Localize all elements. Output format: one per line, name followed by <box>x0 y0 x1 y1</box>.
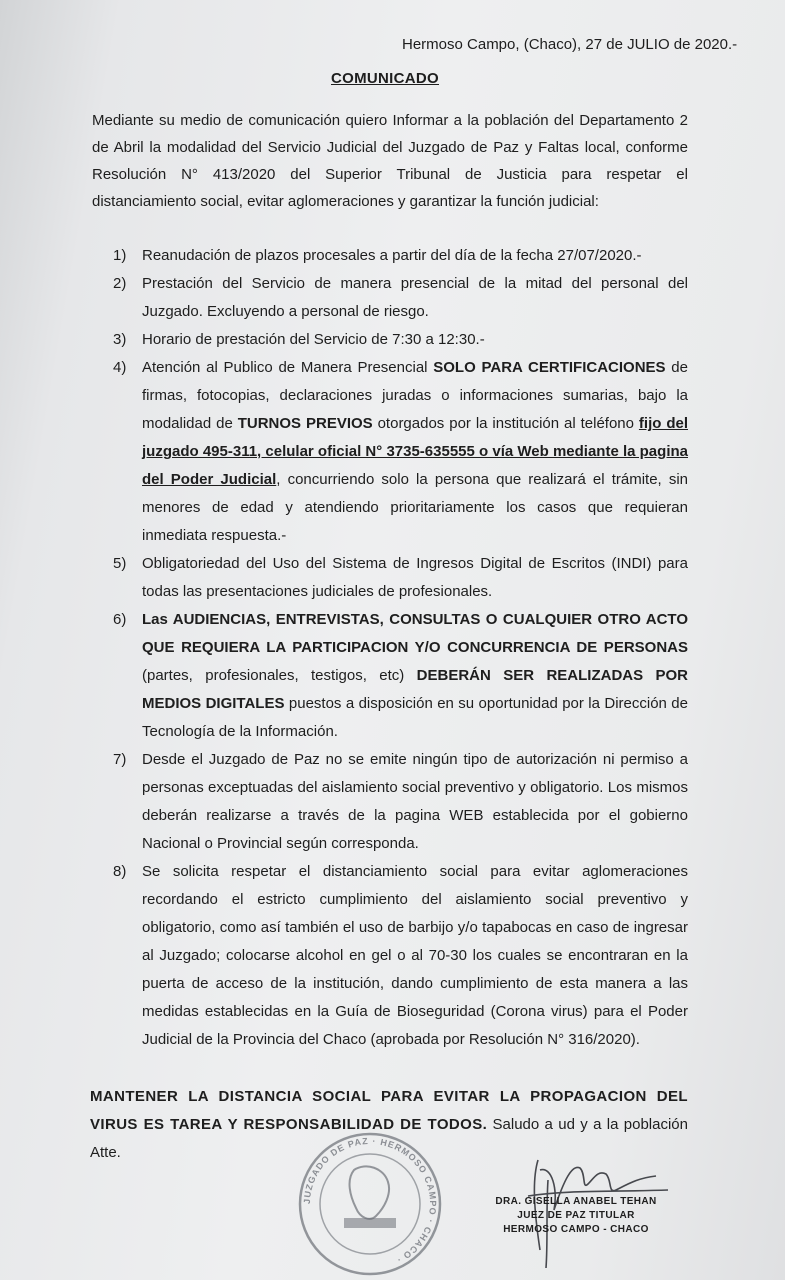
court-seal <box>296 1130 444 1278</box>
item-text-bold: SOLO PARA CERTIFICACIONES <box>433 359 666 376</box>
place-date: Hermoso Campo, (Chaco), 27 de JULIO de 2020.- <box>402 36 738 53</box>
list-item <box>113 606 688 746</box>
intro-paragraph: Mediante su medio de comunicación quiero Informar a la población del Departamento 2 de Abril la modalidad del Servicio Judicial del Juzgado de Paz y Faltas local, conforme Resolución N° 413/2020 del Superior Tribunal de Justicia para respetar el distanciamiento social, evitar aglomeraciones y garantizar la función judicial: <box>92 112 688 210</box>
item-text-part: otorgados por la institución al teléfono <box>372 415 639 432</box>
svg-text:JUZGADO DE PAZ · HERMOSO CAMPO: JUZGADO DE PAZ · HERMOSO CAMPO · CHACO · <box>301 1135 439 1266</box>
measures-list <box>113 242 688 1054</box>
list-item <box>113 242 688 270</box>
item-number: 6) <box>113 611 127 628</box>
list-item <box>113 354 688 550</box>
item-text-part: puestos a disposición en su oportunidad por la Dirección de Tecnología de la Información. <box>142 695 688 740</box>
item-text-bold: DEBERÁN SER REALIZADAS POR MEDIOS DIGITALES <box>142 667 688 712</box>
item-text-part: Atención al Publico de Manera Presencial <box>142 359 434 376</box>
item-text: Obligatoriedad del Uso del Sistema de Ingresos Digital de Escritos (INDI) para todas las presentaciones judiciales de profesionales. <box>142 555 688 600</box>
list-item <box>113 858 688 1054</box>
closing-bold: MANTENER LA DISTANCIA SOCIAL PARA EVITAR LA PROPAGACION DEL VIRUS ES TAREA Y RESPONSABILIDAD DE TODOS. <box>90 1088 688 1133</box>
item-number: 2) <box>113 275 127 292</box>
item-number: 7) <box>113 751 127 768</box>
page-title: COMUNICADO <box>331 70 439 87</box>
list-item <box>113 746 688 858</box>
item-text: Prestación del Servicio de manera presencial de la mitad del personal del Juzgado. Excluyendo a personal de riesgo. <box>142 275 688 320</box>
item-text-part: (partes, profesionales, testigos, etc) <box>142 667 417 684</box>
signer-name: DRA. GISELLA ANABEL TEHAN <box>495 1196 657 1207</box>
item-text: Se solicita respetar el distanciamiento social para evitar aglomeraciones recordando el estricto cumplimiento del aislamiento social preventivo y obligatorio, como así también el uso de barbijo y/o tapabocas en caso de ingresar al Juzgado; colocarse alcohol en gel o al 70-30 los cuales se encontraran en la puerta de acceso de la institución, dando cumplimiento de esta manera a las medidas establecidas en la Guía de Bioseguridad (Corona virus) para el Poder Judicial de la Provincia del Chaco (aprobada por Resolución N° 316/2020). <box>142 863 688 1048</box>
signer-role: JUEZ DE PAZ TITULAR <box>517 1210 635 1221</box>
list-item <box>113 270 688 326</box>
signer-place: HERMOSO CAMPO - CHACO <box>503 1224 649 1235</box>
item-text-bold: TURNOS PREVIOS <box>237 415 373 432</box>
closing-text: Saludo a ud y a la población Atte. <box>90 1116 688 1161</box>
list-item <box>113 550 688 606</box>
item-text-bold: Las AUDIENCIAS, ENTREVISTAS, CONSULTAS O CUALQUIER OTRO ACTO QUE REQUIERA LA PARTICIPACION Y/O CONCURRENCIA DE PERSONAS <box>142 611 688 656</box>
item-text-part: de firmas, fotocopias, declaraciones juradas o informaciones sumarias, bajo la modalidad de <box>142 359 688 432</box>
signature-block <box>486 1195 666 1237</box>
contact-info: fijo del juzgado 495-311, celular oficial N° 3735-635555 o vía Web mediante la pagina del Poder Judicial <box>142 415 689 488</box>
item-number: 8) <box>113 863 127 880</box>
item-number: 4) <box>113 359 127 376</box>
item-text: Reanudación de plazos procesales a partir del día de la fecha 27/07/2020.- <box>142 247 642 264</box>
item-text-part: , concurriendo solo la persona que realizará el trámite, sin menores de edad y atendiendo prioritariamente los casos que requieran inmediata respuesta.- <box>142 471 689 544</box>
item-number: 5) <box>113 555 127 572</box>
item-text: Horario de prestación del Servicio de 7:30 a 12:30.- <box>142 331 485 348</box>
item-text: Desde el Juzgado de Paz no se emite ningún tipo de autorización ni permiso a personas exceptuadas del aislamiento social preventivo y obligatorio. Los mismos deberán realizarse a través de la pagina WEB establecida por el gobierno Nacional o Provincial según corresponda. <box>142 751 688 852</box>
item-number: 1) <box>113 247 127 264</box>
item-number: 3) <box>113 331 127 348</box>
list-item <box>113 326 688 354</box>
